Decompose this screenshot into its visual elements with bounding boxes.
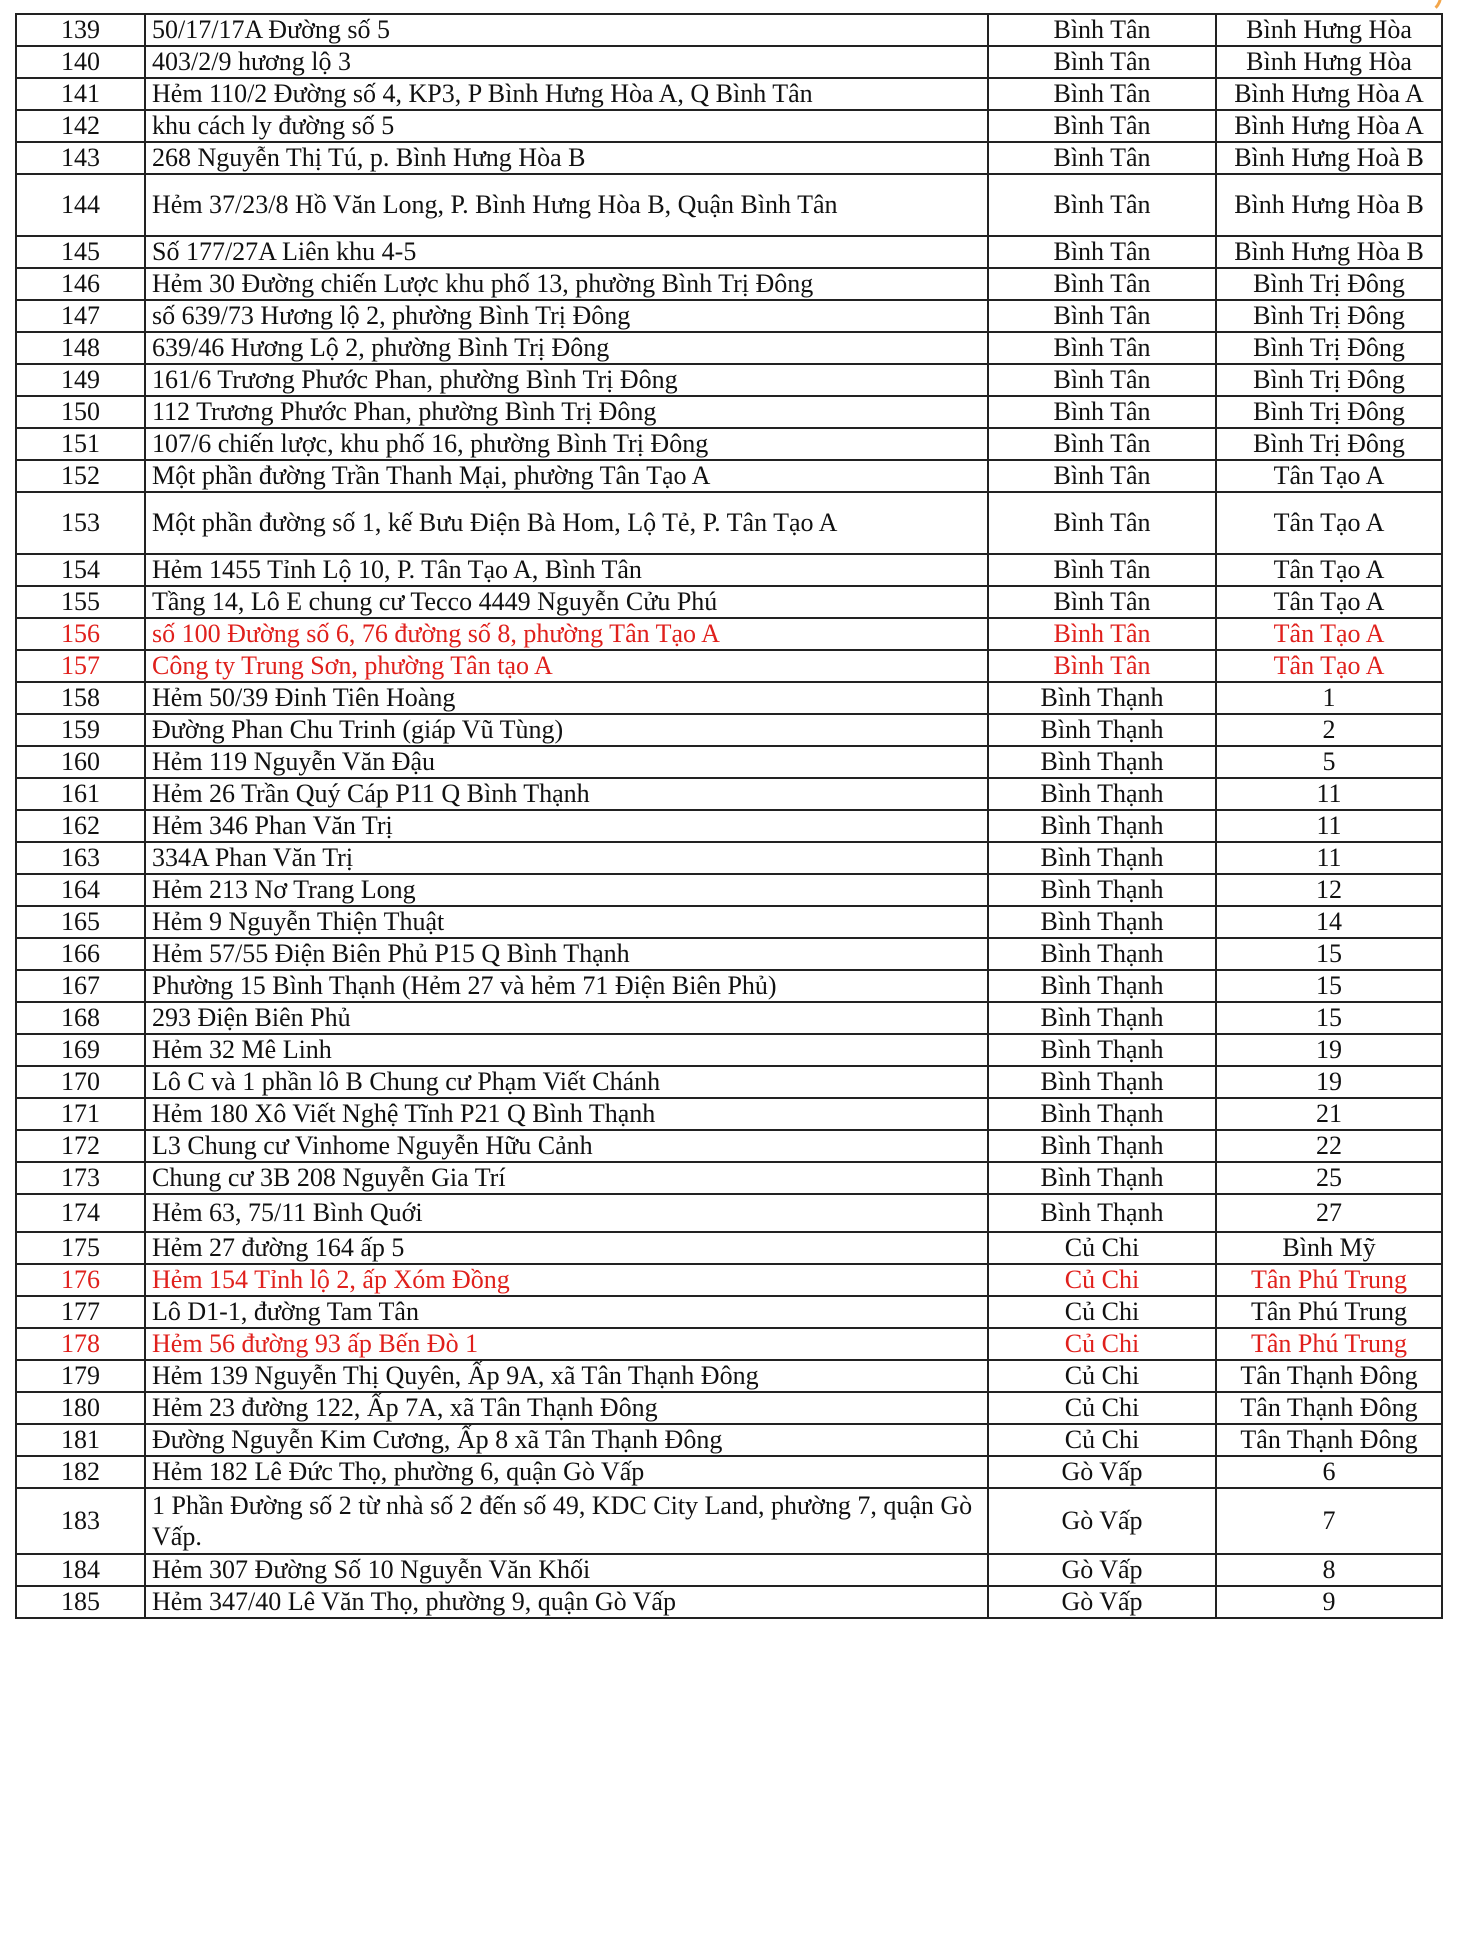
row-number: 165 — [16, 906, 145, 938]
table-row — [16, 1034, 1442, 1066]
row-number: 159 — [16, 714, 145, 746]
ward-cell: Bình Trị Đông — [1216, 428, 1442, 460]
ward-cell: 19 — [1216, 1066, 1442, 1098]
district-cell: Bình Thạnh — [988, 906, 1216, 938]
district-cell: Bình Tân — [988, 554, 1216, 586]
table-row — [16, 1328, 1442, 1360]
table-row — [16, 554, 1442, 586]
address-cell: Hẻm 307 Đường Số 10 Nguyễn Văn Khối — [145, 1554, 988, 1586]
table-row — [16, 1554, 1442, 1586]
address-cell: Đường Phan Chu Trinh (giáp Vũ Tùng) — [145, 714, 988, 746]
row-number: 171 — [16, 1098, 145, 1130]
address-cell: Lô C và 1 phần lô B Chung cư Phạm Viết Chánh — [145, 1066, 988, 1098]
district-cell: Củ Chi — [988, 1392, 1216, 1424]
table-row — [16, 1232, 1442, 1264]
address-cell: Số 177/27A Liên khu 4-5 — [145, 236, 988, 268]
table-row — [16, 1066, 1442, 1098]
row-number: 143 — [16, 142, 145, 174]
address-cell: Hẻm 110/2 Đường số 4, KP3, P Bình Hưng Hòa A, Q Bình Tân — [145, 78, 988, 110]
table-row — [16, 174, 1442, 236]
row-number: 141 — [16, 78, 145, 110]
row-number: 149 — [16, 364, 145, 396]
table-row — [16, 938, 1442, 970]
address-cell: Một phần đường số 1, kế Bưu Điện Bà Hom, Lộ Tẻ, P. Tân Tạo A — [145, 492, 988, 554]
row-number: 144 — [16, 174, 145, 236]
address-cell: Hẻm 50/39 Đinh Tiên Hoàng — [145, 682, 988, 714]
table-row — [16, 14, 1442, 46]
address-cell: Một phần đường Trần Thanh Mại, phường Tân Tạo A — [145, 460, 988, 492]
table-row — [16, 1098, 1442, 1130]
address-cell: Hẻm 30 Đường chiến Lược khu phố 13, phường Bình Trị Đông — [145, 268, 988, 300]
address-cell: 403/2/9 hương lộ 3 — [145, 46, 988, 78]
address-cell: 107/6 chiến lược, khu phố 16, phường Bình Trị Đông — [145, 428, 988, 460]
row-number: 162 — [16, 810, 145, 842]
address-cell: Hẻm 347/40 Lê Văn Thọ, phường 9, quận Gò Vấp — [145, 1586, 988, 1618]
ward-cell: Bình Hưng Hòa B — [1216, 174, 1442, 236]
address-cell: Hẻm 119 Nguyễn Văn Đậu — [145, 746, 988, 778]
ward-cell: 22 — [1216, 1130, 1442, 1162]
table-row — [16, 1264, 1442, 1296]
row-number: 157 — [16, 650, 145, 682]
ward-cell: Tân Thạnh Đông — [1216, 1392, 1442, 1424]
table-row — [16, 1456, 1442, 1488]
row-number: 180 — [16, 1392, 145, 1424]
district-cell: Bình Thạnh — [988, 938, 1216, 970]
district-cell: Bình Tân — [988, 364, 1216, 396]
district-cell: Bình Thạnh — [988, 746, 1216, 778]
row-number: 142 — [16, 110, 145, 142]
table-row — [16, 1194, 1442, 1232]
ward-cell: 1 — [1216, 682, 1442, 714]
district-cell: Bình Thạnh — [988, 970, 1216, 1002]
address-cell: 293 Điện Biên Phủ — [145, 1002, 988, 1034]
row-number: 170 — [16, 1066, 145, 1098]
ward-cell: 21 — [1216, 1098, 1442, 1130]
table-row — [16, 300, 1442, 332]
row-number: 168 — [16, 1002, 145, 1034]
row-number: 140 — [16, 46, 145, 78]
row-number: 175 — [16, 1232, 145, 1264]
address-cell: Đường Nguyễn Kim Cương, Ấp 8 xã Tân Thạnh Đông — [145, 1424, 988, 1456]
ward-cell: 2 — [1216, 714, 1442, 746]
ward-cell: 15 — [1216, 1002, 1442, 1034]
ward-cell: Tân Tạo A — [1216, 650, 1442, 682]
district-cell: Bình Thạnh — [988, 682, 1216, 714]
table-row — [16, 842, 1442, 874]
row-number: 153 — [16, 492, 145, 554]
address-cell: số 639/73 Hương lộ 2, phường Bình Trị Đông — [145, 300, 988, 332]
district-cell: Bình Tân — [988, 236, 1216, 268]
address-cell: Hẻm 56 đường 93 ấp Bến Đò 1 — [145, 1328, 988, 1360]
row-number: 181 — [16, 1424, 145, 1456]
ward-cell: 9 — [1216, 1586, 1442, 1618]
row-number: 152 — [16, 460, 145, 492]
district-cell: Bình Thạnh — [988, 1130, 1216, 1162]
row-number: 160 — [16, 746, 145, 778]
corner-logo-fragment — [1406, 0, 1442, 14]
row-number: 163 — [16, 842, 145, 874]
ward-cell: 11 — [1216, 810, 1442, 842]
table-row — [16, 1586, 1442, 1618]
row-number: 178 — [16, 1328, 145, 1360]
district-cell: Gò Vấp — [988, 1456, 1216, 1488]
address-cell: Hẻm 63, 75/11 Bình Quới — [145, 1194, 988, 1232]
row-number: 155 — [16, 586, 145, 618]
table-row — [16, 332, 1442, 364]
address-cell: Hẻm 182 Lê Đức Thọ, phường 6, quận Gò Vấp — [145, 1456, 988, 1488]
table-row — [16, 1360, 1442, 1392]
ward-cell: Tân Thạnh Đông — [1216, 1360, 1442, 1392]
district-cell: Gò Vấp — [988, 1586, 1216, 1618]
ward-cell: Tân Phú Trung — [1216, 1328, 1442, 1360]
district-cell: Củ Chi — [988, 1296, 1216, 1328]
district-cell: Bình Thạnh — [988, 1066, 1216, 1098]
district-cell: Bình Thạnh — [988, 810, 1216, 842]
district-cell: Bình Thạnh — [988, 1162, 1216, 1194]
address-cell: Hẻm 154 Tỉnh lộ 2, ấp Xóm Đồng — [145, 1264, 988, 1296]
table-row — [16, 1162, 1442, 1194]
row-number: 173 — [16, 1162, 145, 1194]
ward-cell: Tân Tạo A — [1216, 492, 1442, 554]
table-row — [16, 460, 1442, 492]
district-cell: Củ Chi — [988, 1264, 1216, 1296]
district-cell: Bình Tân — [988, 650, 1216, 682]
ward-cell: Bình Hưng Hòa — [1216, 46, 1442, 78]
district-cell: Bình Tân — [988, 428, 1216, 460]
table-row — [16, 682, 1442, 714]
district-cell: Củ Chi — [988, 1424, 1216, 1456]
district-cell: Bình Thạnh — [988, 1194, 1216, 1232]
table-row — [16, 1488, 1442, 1554]
row-number: 172 — [16, 1130, 145, 1162]
ward-cell: Bình Hưng Hòa B — [1216, 236, 1442, 268]
table-row — [16, 1002, 1442, 1034]
row-number: 185 — [16, 1586, 145, 1618]
ward-cell: 27 — [1216, 1194, 1442, 1232]
address-cell: Hẻm 180 Xô Viết Nghệ Tĩnh P21 Q Bình Thạnh — [145, 1098, 988, 1130]
row-number: 148 — [16, 332, 145, 364]
ward-cell: Bình Trị Đông — [1216, 300, 1442, 332]
ward-cell: Tân Tạo A — [1216, 460, 1442, 492]
lockdown-area-table — [15, 13, 1443, 1619]
row-number: 147 — [16, 300, 145, 332]
row-number: 184 — [16, 1554, 145, 1586]
table-row — [16, 268, 1442, 300]
address-cell: Phường 15 Bình Thạnh (Hẻm 27 và hẻm 71 Điện Biên Phủ) — [145, 970, 988, 1002]
district-cell: Bình Tân — [988, 78, 1216, 110]
row-number: 183 — [16, 1488, 145, 1554]
ward-cell: Bình Hưng Hòa A — [1216, 78, 1442, 110]
address-cell: 334A Phan Văn Trị — [145, 842, 988, 874]
table-row — [16, 810, 1442, 842]
ward-cell: 6 — [1216, 1456, 1442, 1488]
table-row — [16, 778, 1442, 810]
row-number: 139 — [16, 14, 145, 46]
address-cell: Chung cư 3B 208 Nguyễn Gia Trí — [145, 1162, 988, 1194]
row-number: 166 — [16, 938, 145, 970]
table-row — [16, 1130, 1442, 1162]
ward-cell: 7 — [1216, 1488, 1442, 1554]
district-cell: Bình Tân — [988, 46, 1216, 78]
ward-cell: 19 — [1216, 1034, 1442, 1066]
row-number: 158 — [16, 682, 145, 714]
ward-cell: Bình Trị Đông — [1216, 268, 1442, 300]
table-row — [16, 714, 1442, 746]
table-row — [16, 492, 1442, 554]
ward-cell: Tân Thạnh Đông — [1216, 1424, 1442, 1456]
address-cell: 112 Trương Phước Phan, phường Bình Trị Đông — [145, 396, 988, 428]
row-number: 167 — [16, 970, 145, 1002]
district-cell: Gò Vấp — [988, 1488, 1216, 1554]
ward-cell: Tân Phú Trung — [1216, 1264, 1442, 1296]
address-cell: Hẻm 57/55 Điện Biên Phủ P15 Q Bình Thạnh — [145, 938, 988, 970]
ward-cell: 25 — [1216, 1162, 1442, 1194]
district-cell: Bình Tân — [988, 110, 1216, 142]
district-cell: Bình Tân — [988, 586, 1216, 618]
district-cell: Bình Thạnh — [988, 714, 1216, 746]
district-cell: Bình Tân — [988, 492, 1216, 554]
ward-cell: Bình Hưng Hòa — [1216, 14, 1442, 46]
district-cell: Gò Vấp — [988, 1554, 1216, 1586]
table-row — [16, 618, 1442, 650]
address-cell: 639/46 Hương Lộ 2, phường Bình Trị Đông — [145, 332, 988, 364]
ward-cell: Bình Hưng Hoà B — [1216, 142, 1442, 174]
address-cell: Hẻm 139 Nguyễn Thị Quyên, Ấp 9A, xã Tân Thạnh Đông — [145, 1360, 988, 1392]
row-number: 145 — [16, 236, 145, 268]
address-cell: Hẻm 213 Nơ Trang Long — [145, 874, 988, 906]
district-cell: Củ Chi — [988, 1232, 1216, 1264]
table-row — [16, 586, 1442, 618]
ward-cell: Tân Tạo A — [1216, 586, 1442, 618]
ward-cell: Bình Hưng Hòa A — [1216, 110, 1442, 142]
address-cell: số 100 Đường số 6, 76 đường số 8, phường Tân Tạo A — [145, 618, 988, 650]
address-cell: Hẻm 32 Mê Linh — [145, 1034, 988, 1066]
table-row — [16, 1424, 1442, 1456]
row-number: 177 — [16, 1296, 145, 1328]
address-cell: Hẻm 27 đường 164 ấp 5 — [145, 1232, 988, 1264]
district-cell: Bình Thạnh — [988, 842, 1216, 874]
table-row — [16, 236, 1442, 268]
ward-cell: Tân Tạo A — [1216, 554, 1442, 586]
row-number: 151 — [16, 428, 145, 460]
row-number: 156 — [16, 618, 145, 650]
ward-cell: Tân Phú Trung — [1216, 1296, 1442, 1328]
ward-cell: 15 — [1216, 970, 1442, 1002]
table-row — [16, 650, 1442, 682]
district-cell: Củ Chi — [988, 1328, 1216, 1360]
district-cell: Bình Tân — [988, 396, 1216, 428]
row-number: 176 — [16, 1264, 145, 1296]
address-cell: 50/17/17A Đường số 5 — [145, 14, 988, 46]
district-cell: Bình Thạnh — [988, 874, 1216, 906]
row-number: 161 — [16, 778, 145, 810]
ward-cell: Bình Trị Đông — [1216, 332, 1442, 364]
ward-cell: Bình Trị Đông — [1216, 364, 1442, 396]
district-cell: Bình Tân — [988, 268, 1216, 300]
district-cell: Bình Tân — [988, 618, 1216, 650]
address-cell: 1 Phần Đường số 2 từ nhà số 2 đến số 49, KDC City Land, phường 7, quận Gò Vấp. — [145, 1488, 988, 1554]
address-cell: 268 Nguyễn Thị Tú, p. Bình Hưng Hòa B — [145, 142, 988, 174]
row-number: 150 — [16, 396, 145, 428]
table-row — [16, 746, 1442, 778]
district-cell: Bình Tân — [988, 300, 1216, 332]
row-number: 169 — [16, 1034, 145, 1066]
district-cell: Củ Chi — [988, 1360, 1216, 1392]
address-cell: Hẻm 346 Phan Văn Trị — [145, 810, 988, 842]
district-cell: Bình Tân — [988, 142, 1216, 174]
ward-cell: 11 — [1216, 778, 1442, 810]
ward-cell: 15 — [1216, 938, 1442, 970]
address-cell: Hẻm 26 Trần Quý Cáp P11 Q Bình Thạnh — [145, 778, 988, 810]
ward-cell: 12 — [1216, 874, 1442, 906]
row-number: 154 — [16, 554, 145, 586]
table-row — [16, 46, 1442, 78]
row-number: 179 — [16, 1360, 145, 1392]
district-cell: Bình Tân — [988, 174, 1216, 236]
ward-cell: 5 — [1216, 746, 1442, 778]
table-row — [16, 970, 1442, 1002]
table-row — [16, 364, 1442, 396]
row-number: 146 — [16, 268, 145, 300]
ward-cell: 8 — [1216, 1554, 1442, 1586]
district-cell: Bình Tân — [988, 332, 1216, 364]
table-row — [16, 142, 1442, 174]
ward-cell: 14 — [1216, 906, 1442, 938]
table-row — [16, 78, 1442, 110]
ward-cell: 11 — [1216, 842, 1442, 874]
table-row — [16, 906, 1442, 938]
district-cell: Bình Tân — [988, 14, 1216, 46]
address-cell: 161/6 Trương Phước Phan, phường Bình Trị Đông — [145, 364, 988, 396]
table-row — [16, 396, 1442, 428]
ward-cell: Tân Tạo A — [1216, 618, 1442, 650]
address-cell: Hẻm 23 đường 122, Ấp 7A, xã Tân Thạnh Đông — [145, 1392, 988, 1424]
address-cell: khu cách ly đường số 5 — [145, 110, 988, 142]
district-cell: Bình Thạnh — [988, 1002, 1216, 1034]
address-cell: Hẻm 37/23/8 Hồ Văn Long, P. Bình Hưng Hòa B, Quận Bình Tân — [145, 174, 988, 236]
table-row — [16, 1296, 1442, 1328]
row-number: 182 — [16, 1456, 145, 1488]
address-cell: Công ty Trung Sơn, phường Tân tạo A — [145, 650, 988, 682]
row-number: 164 — [16, 874, 145, 906]
district-cell: Bình Tân — [988, 460, 1216, 492]
address-cell: L3 Chung cư Vinhome Nguyễn Hữu Cảnh — [145, 1130, 988, 1162]
table-row — [16, 874, 1442, 906]
table-row — [16, 110, 1442, 142]
row-number: 174 — [16, 1194, 145, 1232]
table-row — [16, 428, 1442, 460]
address-cell: Lô D1-1, đường Tam Tân — [145, 1296, 988, 1328]
district-cell: Bình Thạnh — [988, 1098, 1216, 1130]
ward-cell: Bình Trị Đông — [1216, 396, 1442, 428]
address-cell: Hẻm 1455 Tỉnh Lộ 10, P. Tân Tạo A, Bình Tân — [145, 554, 988, 586]
district-cell: Bình Thạnh — [988, 1034, 1216, 1066]
district-cell: Bình Thạnh — [988, 778, 1216, 810]
table-row — [16, 1392, 1442, 1424]
address-cell: Hẻm 9 Nguyễn Thiện Thuật — [145, 906, 988, 938]
ward-cell: Bình Mỹ — [1216, 1232, 1442, 1264]
address-cell: Tầng 14, Lô E chung cư Tecco 4449 Nguyễn Cửu Phú — [145, 586, 988, 618]
